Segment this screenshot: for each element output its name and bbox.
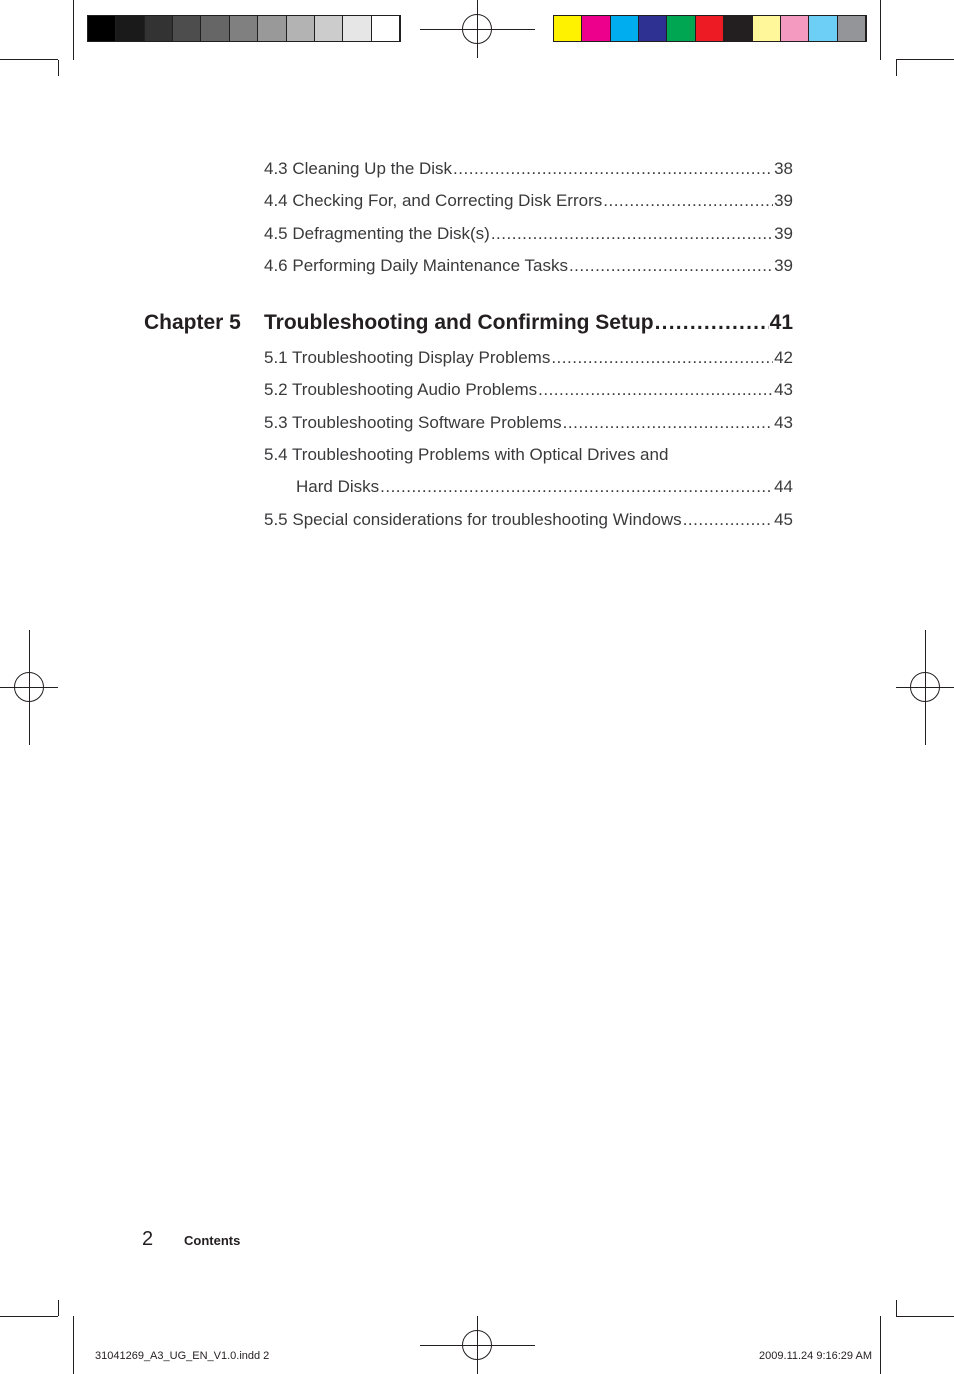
dot-leader: [603, 191, 773, 211]
dot-leader: [569, 256, 773, 276]
toc-entry-page: 44: [774, 477, 793, 496]
color-swatch: [116, 16, 144, 41]
dot-leader: [491, 224, 773, 244]
registration-mark-bottom: [420, 1316, 535, 1374]
crop-mark: [896, 60, 897, 76]
toc-entry[interactable]: [264, 191, 793, 211]
dot-leader: [683, 510, 773, 530]
registration-mark-right: [896, 630, 954, 745]
toc-entry-page: 43: [774, 413, 793, 432]
color-swatch: [611, 16, 639, 41]
crop-mark: [880, 1316, 881, 1374]
toc-entry-page: 43: [774, 380, 793, 399]
color-swatch: [230, 16, 258, 41]
grayscale-color-bar: [87, 15, 401, 42]
registration-mark-left: [0, 630, 58, 745]
chapter-number: Chapter 5: [144, 311, 241, 334]
slug-timestamp: 2009.11.24 9:16:29 AM: [759, 1350, 872, 1362]
dot-leader: [551, 348, 773, 368]
chapter-title: Troubleshooting and Confirming Setup: [264, 311, 654, 334]
crop-mark: [73, 0, 74, 60]
toc-entry[interactable]: [264, 256, 793, 276]
toc-entry-page: 39: [774, 256, 793, 275]
toc-entry[interactable]: [264, 510, 793, 530]
toc-entry-title: 5.1 Troubleshooting Display Problems: [264, 348, 551, 367]
dot-leader: [380, 477, 773, 497]
toc-entry[interactable]: [264, 445, 793, 465]
toc-entry[interactable]: [264, 159, 793, 179]
toc-entry-title: 5.2 Troubleshooting Audio Problems: [264, 380, 538, 399]
color-swatch: [554, 16, 582, 41]
slug-filename: 31041269_A3_UG_EN_V1.0.indd 2: [95, 1350, 270, 1362]
crop-mark: [880, 0, 881, 60]
color-swatch: [201, 16, 229, 41]
toc-entry-title: 4.6 Performing Daily Maintenance Tasks: [264, 256, 568, 275]
color-swatch: [696, 16, 724, 41]
toc-entry-title: 5.3 Troubleshooting Software Problems: [264, 413, 562, 432]
crop-mark: [73, 1316, 74, 1374]
color-swatch: [315, 16, 343, 41]
color-swatch: [724, 16, 752, 41]
toc-entry-continuation[interactable]: [296, 477, 793, 497]
color-swatch: [287, 16, 315, 41]
toc-entry-title: 4.5 Defragmenting the Disk(s): [264, 224, 490, 243]
crop-mark: [0, 1316, 58, 1317]
color-swatch: [173, 16, 201, 41]
color-swatch: [639, 16, 667, 41]
crop-mark: [896, 59, 954, 60]
toc-entry-page: 39: [774, 224, 793, 243]
toc-entry[interactable]: [264, 224, 793, 244]
crop-mark: [896, 1300, 897, 1316]
toc-entry-page: 39: [774, 191, 793, 210]
color-swatch: [88, 16, 116, 41]
toc-entry-title: 5.5 Special considerations for troubleshooting Windows: [264, 510, 682, 529]
registration-mark-top: [420, 0, 535, 58]
toc-entry-page: 45: [774, 510, 793, 529]
toc-entry-page: 42: [774, 348, 793, 367]
toc-entry-title: 4.3 Cleaning Up the Disk: [264, 159, 453, 178]
section-label: Contents: [184, 1233, 241, 1248]
toc-entry-title: 5.4 Troubleshooting Problems with Optical Drives and: [264, 445, 669, 464]
toc-entry-title: Hard Disks: [296, 477, 380, 496]
color-swatch: [781, 16, 809, 41]
process-color-bar: [553, 15, 867, 42]
chapter-page: 41: [769, 311, 793, 334]
page-number: 2: [142, 1228, 154, 1250]
toc-entry[interactable]: [264, 380, 793, 400]
color-swatch: [753, 16, 781, 41]
color-swatch: [838, 16, 866, 41]
color-swatch: [258, 16, 286, 41]
color-swatch: [667, 16, 695, 41]
dot-leader: [655, 311, 769, 335]
crop-mark: [896, 1316, 954, 1317]
toc-entry[interactable]: [264, 348, 793, 368]
crop-mark: [58, 60, 59, 76]
chapter-entry[interactable]: [264, 311, 793, 335]
color-swatch: [145, 16, 173, 41]
crop-mark: [0, 59, 58, 60]
color-swatch: [372, 16, 400, 41]
color-swatch: [343, 16, 371, 41]
toc-entry-page: 38: [774, 159, 793, 178]
color-swatch: [582, 16, 610, 41]
crop-mark: [58, 1300, 59, 1316]
toc-entry[interactable]: [264, 413, 793, 433]
color-swatch: [809, 16, 837, 41]
dot-leader: [538, 380, 773, 400]
dot-leader: [563, 413, 773, 433]
toc-entry-title: 4.4 Checking For, and Correcting Disk Errors: [264, 191, 603, 210]
dot-leader: [453, 159, 773, 179]
